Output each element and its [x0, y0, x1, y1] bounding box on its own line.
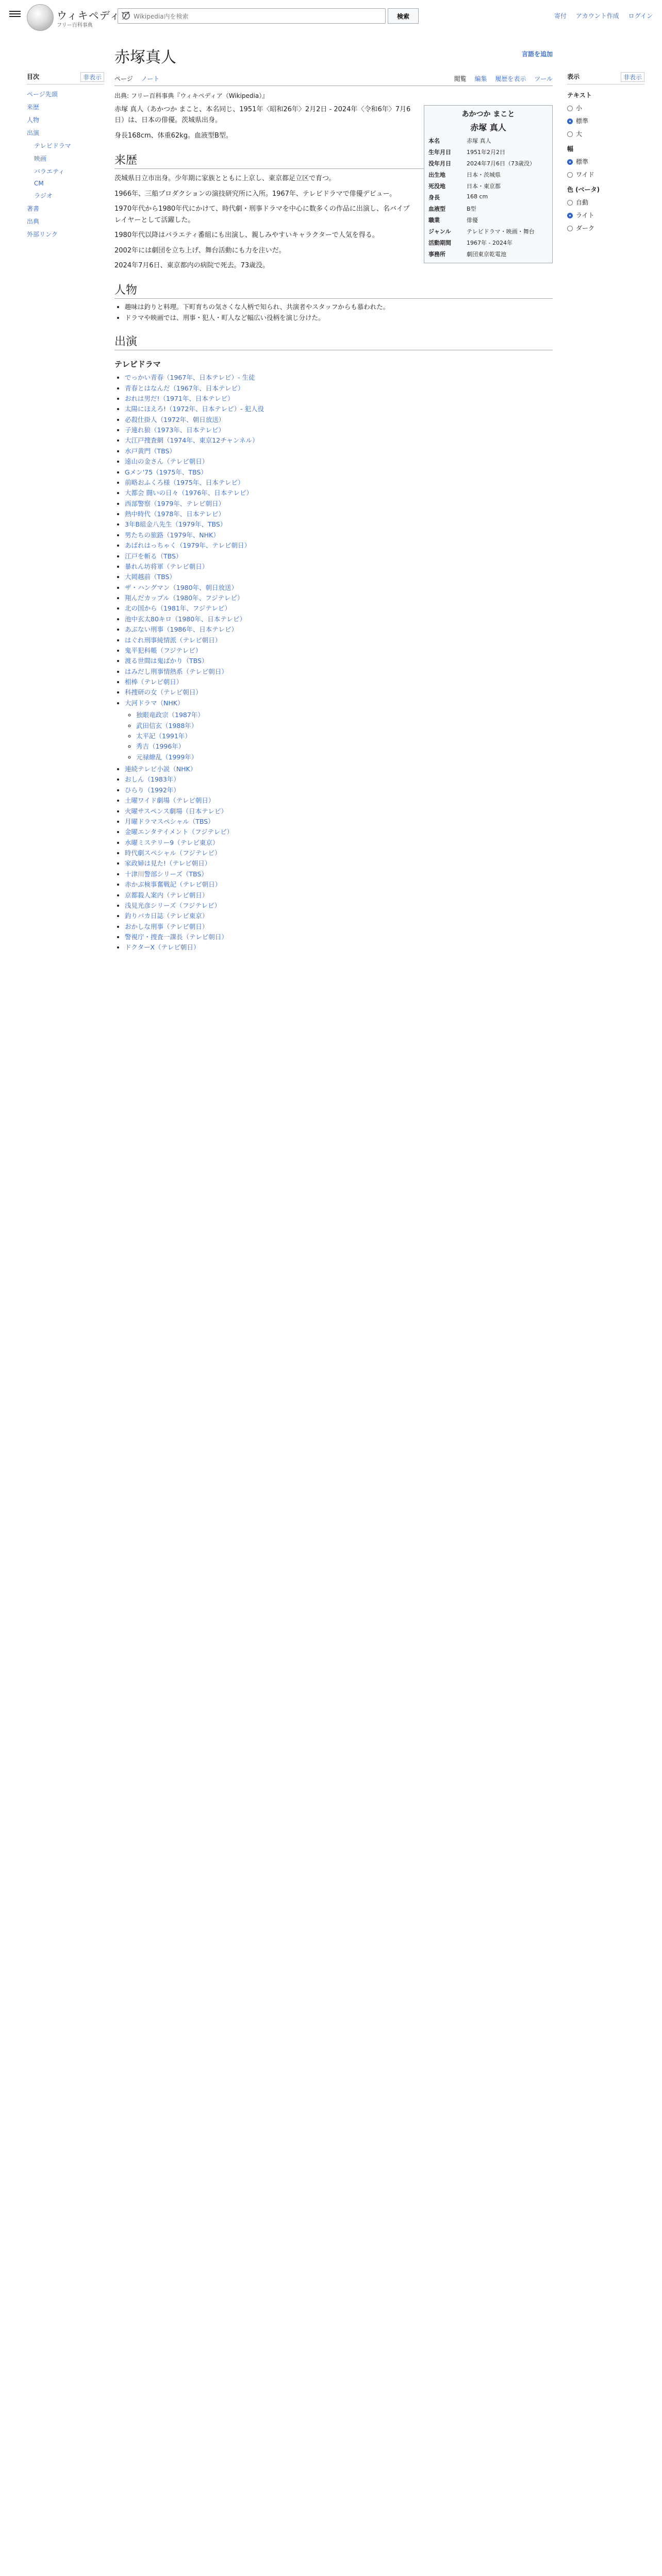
drama-link[interactable]: 大岡越前（TBS）: [125, 573, 176, 581]
appearance-title-text: 表示: [567, 73, 580, 80]
drama-item: [125, 687, 553, 697]
drama-item: [125, 372, 553, 382]
list-item: • ドラマや映画では、刑事・犯人・町人など幅広い役柄を演じ分けた。: [125, 313, 553, 323]
infobox-row: [427, 169, 549, 180]
toc-item[interactable]: 人物: [27, 116, 40, 124]
drama-item: [125, 911, 553, 921]
color-option-label: ライト: [576, 212, 594, 219]
donate-link[interactable]: 寄付: [554, 12, 567, 20]
drama-item: [125, 858, 553, 868]
drama-link[interactable]: 西部警察（1979年、テレビ朝日）: [125, 499, 225, 507]
infobox-row: [427, 237, 549, 248]
toc-title: [27, 72, 104, 84]
drama-subitem: [136, 752, 553, 762]
drama-link[interactable]: 釣りバカ日誌（テレビ東京）: [125, 912, 209, 920]
search-button[interactable]: 検索: [388, 8, 419, 24]
drama-link[interactable]: 赤かぶ検事奮戦記（テレビ朝日）: [125, 880, 222, 889]
drama-link[interactable]: おれは男だ!（1971年、日本テレビ）: [125, 394, 234, 402]
drama-link[interactable]: 池中玄太80キロ（1980年、日本テレビ）: [125, 615, 246, 623]
drama-item: [125, 879, 553, 889]
drama-link[interactable]: 鬼平犯科帳（フジテレビ）: [125, 646, 202, 654]
drama-link[interactable]: 秀吉（1996年）: [136, 742, 185, 751]
toc-item[interactable]: 映画: [34, 155, 47, 162]
drama-item: [125, 425, 553, 435]
drama-item: [125, 785, 553, 795]
toc-list: [27, 90, 104, 239]
color-option[interactable]: [567, 211, 644, 219]
drama-sublist: [125, 710, 553, 762]
drama-link[interactable]: 暴れん坊将軍（テレビ朝日）: [125, 562, 209, 570]
drama-link[interactable]: 大江戸捜査網（1974年、東京12チャンネル）: [125, 436, 259, 445]
drama-item: [125, 932, 553, 942]
drama-item: [125, 572, 553, 582]
main-menu-icon[interactable]: [9, 9, 21, 19]
drama-item: [125, 848, 553, 858]
drama-item: [125, 774, 553, 784]
tab-edit[interactable]: 編集: [474, 75, 487, 82]
user-links: [547, 11, 653, 20]
appearance-hide-button[interactable]: 非表示: [621, 72, 644, 82]
drama-link[interactable]: 必殺仕掛人（1972年、朝日放送）: [125, 415, 225, 423]
width-option-label: 標準: [576, 158, 589, 165]
text-size-options: [567, 104, 644, 138]
drama-item: [125, 435, 553, 445]
infobox-value: 2024年7月6日（73歳没）: [467, 160, 535, 167]
wikipedia-logo-icon[interactable]: [27, 4, 54, 31]
toc-item[interactable]: 出演: [27, 129, 40, 137]
infobox-value: 赤塚 真人: [467, 138, 491, 144]
toc-item[interactable]: ラジオ: [34, 192, 53, 199]
drama-link[interactable]: 前略おふくろ様（1975年、日本テレビ）: [125, 478, 244, 486]
drama-item: [125, 499, 553, 509]
drama-item: [125, 404, 553, 414]
infobox-value: 日本・茨城県: [467, 172, 501, 178]
search-icon: [122, 12, 130, 20]
tab-history[interactable]: 履歴を表示: [495, 75, 526, 82]
text-size-option[interactable]: [567, 116, 644, 125]
drama-link[interactable]: 水曜ミステリー9（テレビ東京）: [125, 838, 219, 846]
color-option[interactable]: [567, 224, 644, 232]
drama-item: [125, 614, 553, 624]
infobox-key: 死没地: [428, 183, 445, 190]
drama-link[interactable]: はみだし刑事情熱系（テレビ朝日）: [125, 667, 228, 675]
radio-icon[interactable]: [567, 213, 573, 218]
create-account-link[interactable]: アカウント作成: [575, 12, 619, 20]
width-label: 幅: [567, 145, 574, 152]
radio-icon[interactable]: [567, 200, 573, 206]
drama-link[interactable]: 連続テレビ小説（NHK）: [125, 765, 197, 773]
infobox-value: 日本・東京都: [467, 183, 501, 190]
infobox-value: 俳優: [467, 217, 478, 224]
drama-item: [125, 817, 553, 826]
infobox-value: テレビドラマ・映画・舞台: [467, 228, 535, 235]
drama-link[interactable]: 太陽にほえろ!（1972年、日本テレビ）- 犯人役: [125, 405, 264, 413]
drama-link[interactable]: 大都会 闘いの日々（1976年、日本テレビ）: [125, 489, 253, 497]
drama-item: [125, 562, 553, 571]
drama-list: [114, 372, 553, 953]
drama-link[interactable]: 3年B組金八先生（1979年、TBS）: [125, 520, 227, 529]
infobox-key: 活動期間: [428, 240, 451, 246]
section-heading-person: 人物: [114, 281, 553, 299]
paragraph: 2024年7月6日、東京都内の病院で死去。73歳没。: [114, 261, 270, 269]
color-option-label: ダーク: [576, 225, 595, 232]
tab-read[interactable]: 閲覧: [454, 75, 467, 82]
drama-link[interactable]: あばれはっちゃく（1979年、テレビ朝日）: [125, 541, 251, 550]
appearance-title: [567, 72, 644, 84]
section-heading-appearances: 出演: [114, 333, 553, 350]
color-option[interactable]: [567, 198, 644, 207]
drama-link[interactable]: 金曜エンタテイメント（フジテレビ）: [125, 828, 234, 836]
drama-item: [125, 764, 553, 774]
drama-item: [125, 509, 553, 519]
drama-item: [125, 656, 553, 666]
drama-item: [125, 383, 553, 393]
radio-icon[interactable]: [567, 106, 573, 111]
infobox-row: [427, 226, 549, 237]
infobox-row: [427, 214, 549, 226]
infobox-key: ジャンル: [428, 228, 451, 235]
drama-item: [125, 698, 553, 762]
section-heading-dramas: テレビドラマ: [114, 360, 161, 369]
drama-link[interactable]: 警視庁・捜査一課長（テレビ朝日）: [125, 933, 228, 941]
infobox: [424, 105, 553, 263]
toc-item[interactable]: 出典: [27, 218, 40, 225]
toc-item[interactable]: CM: [34, 180, 44, 187]
person-list: [114, 302, 553, 323]
drama-link[interactable]: 火曜サスペンス劇場（日本テレビ）: [125, 807, 227, 815]
color-options: [567, 198, 644, 232]
infobox-table: [427, 135, 549, 260]
infobox-key: 血液型: [428, 206, 445, 212]
drama-item: [125, 667, 553, 676]
infobox-row: [427, 203, 549, 214]
paragraph: 1980年代以降はバラエティ番組にも出演し、親しみやすいキャラクターで人気を得る。: [114, 231, 379, 240]
drama-item: [125, 519, 553, 529]
infobox-key: 本名: [428, 138, 440, 144]
width-options: [567, 157, 644, 179]
toc-item[interactable]: ページ先頭: [27, 91, 58, 98]
infobox-key: 没年月日: [428, 160, 451, 167]
drama-link[interactable]: 科捜研の女（テレビ朝日）: [125, 688, 202, 697]
section-heading-history: 来歴: [114, 151, 553, 169]
header: [0, 0, 662, 33]
drama-link[interactable]: 土曜ワイド劇場（テレビ朝日）: [125, 796, 215, 805]
color-label: 色 (ベータ): [567, 186, 600, 193]
drama-link[interactable]: 浅見光彦シリーズ（フジテレビ）: [125, 901, 221, 909]
drama-link[interactable]: ドクターX（テレビ朝日）: [125, 943, 200, 952]
drama-item: [125, 838, 553, 848]
drama-link[interactable]: あぶない刑事（1986年、日本テレビ）: [125, 625, 238, 634]
tab-tools[interactable]: ツール: [534, 75, 553, 82]
drama-link[interactable]: 青春とはなんだ（1967年、日本テレビ）: [125, 384, 244, 392]
drama-item: [125, 901, 553, 910]
drama-link[interactable]: 独眼竜政宗（1987年）: [136, 711, 204, 719]
drama-link[interactable]: 男たちの旅路（1979年、NHK）: [125, 531, 220, 539]
paragraph: 1970年代から1980年代にかけて、時代劇・刑事ドラマを中心に数多くの作品に出演し、名バイプレイヤーとして活躍した。: [114, 205, 410, 224]
toc-item[interactable]: 著書: [27, 205, 40, 212]
drama-item: [125, 635, 553, 645]
drama-item: [125, 394, 553, 403]
infobox-value: B型: [467, 206, 476, 212]
drama-item: [125, 942, 553, 952]
drama-item: [125, 922, 553, 931]
search-box[interactable]: [118, 8, 386, 24]
drama-item: [125, 446, 553, 456]
paragraph: 身長168cm、体重62kg。血液型B型。: [114, 131, 233, 140]
drama-item: [125, 488, 553, 498]
page-tabs: [114, 70, 553, 86]
drama-item: [125, 540, 553, 550]
paragraph: 茨城県日立市出身。少年期に家族とともに上京し、東京都足立区で育つ。: [114, 175, 336, 183]
drama-item: [125, 603, 553, 613]
infobox-key: 身長: [428, 194, 440, 201]
drama-link[interactable]: 熱中時代（1978年、日本テレビ）: [125, 510, 225, 518]
drama-item: [125, 415, 553, 425]
drama-link[interactable]: ザ・ハングマン（1980年、朝日放送）: [125, 583, 238, 591]
toc-title-text: 目次: [27, 73, 40, 80]
toc-sidebar: [27, 72, 104, 243]
drama-link[interactable]: 大河ドラマ（NHK）: [125, 699, 184, 707]
drama-item: [125, 478, 553, 487]
drama-link[interactable]: おかしな刑事（テレビ朝日）: [125, 922, 209, 930]
infobox-value: 1967年 - 2024年: [467, 240, 512, 246]
drama-item: [125, 827, 553, 837]
drama-item: [125, 593, 553, 603]
infobox-row: [427, 158, 549, 169]
width-option-label: ワイド: [576, 171, 594, 178]
text-size-option-label: 小: [576, 105, 583, 112]
radio-icon[interactable]: [567, 172, 573, 178]
paragraph: 1966年、三船プロダクションの演技研究所に入所。1967年、テレビドラマで俳優デビュー。: [114, 190, 396, 198]
toc-hide-button[interactable]: 非表示: [80, 72, 104, 82]
drama-link[interactable]: でっかい青春（1967年、日本テレビ）- 生徒: [125, 374, 255, 382]
drama-subitem: [136, 731, 553, 741]
text-size-option[interactable]: [567, 129, 644, 138]
drama-item: [125, 869, 553, 879]
drama-link[interactable]: 太平記（1991年）: [136, 732, 191, 740]
add-languages-button[interactable]: 言語を追加: [521, 50, 553, 58]
appearance-panel: [567, 72, 644, 236]
radio-icon[interactable]: [567, 131, 573, 137]
toc-item[interactable]: バラエティ: [34, 168, 65, 175]
radio-icon[interactable]: [567, 226, 573, 231]
paragraph: 赤塚 真人（あかつか まこと、本名同じ、1951年〈昭和26年〉2月2日 - 2024年〈令和6年〉7月6日）は、日本の俳優。茨城県出身。: [114, 106, 411, 125]
drama-link[interactable]: 京都殺人案内（テレビ朝日）: [125, 891, 209, 899]
drama-link[interactable]: 元禄繚乱（1999年）: [136, 753, 198, 761]
site-subtitle: フリー百科事典: [57, 23, 93, 28]
drama-item: [125, 795, 553, 805]
drama-item: [125, 551, 553, 561]
drama-link[interactable]: 渡る世間は鬼ばかり（TBS）: [125, 657, 208, 665]
login-link[interactable]: ログイン: [628, 12, 653, 20]
paragraph: 2002年には劇団を立ち上げ、舞台活動にも力を注いだ。: [114, 246, 286, 255]
drama-link[interactable]: 月曜ドラマスペシャル（TBS）: [125, 817, 214, 825]
radio-icon[interactable]: [567, 118, 573, 124]
search-input[interactable]: [133, 11, 330, 22]
drama-item: [125, 467, 553, 477]
width-option[interactable]: [567, 157, 644, 166]
main-content: [114, 33, 553, 955]
drama-item: [125, 456, 553, 466]
drama-link[interactable]: はぐれ刑事純情派（テレビ朝日）: [125, 636, 222, 644]
infobox-value: 1951年2月2日: [467, 149, 505, 156]
drama-link[interactable]: Gメン'75（1975年、TBS）: [125, 468, 207, 476]
drama-subitem: [136, 721, 553, 731]
radio-icon[interactable]: [567, 159, 573, 165]
drama-item: [125, 890, 553, 900]
toc-item[interactable]: 外部リンク: [27, 231, 58, 238]
drama-link[interactable]: 相棒（テレビ朝日）: [125, 678, 183, 686]
text-size-option-label: 標準: [576, 117, 589, 125]
infobox-row: [427, 248, 549, 260]
infobox-row: [427, 146, 549, 158]
drama-link[interactable]: おしん（1983年）: [125, 775, 180, 784]
drama-item: [125, 624, 553, 634]
text-size-option[interactable]: [567, 104, 644, 112]
drama-subitem: [136, 741, 553, 751]
infobox-name: 赤塚 真人: [470, 123, 506, 132]
drama-link[interactable]: 水戸黄門（TBS）: [125, 447, 176, 455]
infobox-value: 劇団東京乾電池: [467, 251, 506, 258]
drama-link[interactable]: ひらり（1992年）: [125, 786, 180, 794]
from-line: 出典: フリー百科事典『ウィキペディア（Wikipedia）』: [114, 92, 269, 99]
infobox-row: [427, 135, 549, 146]
text-size-label: テキスト: [567, 92, 592, 99]
page-title: 赤塚真人: [114, 49, 176, 66]
drama-link[interactable]: 江戸を斬る（TBS）: [125, 552, 183, 560]
infobox-title: あかつか まこと: [461, 110, 515, 118]
drama-item: [125, 530, 553, 540]
infobox-value: 168 cm: [467, 193, 488, 200]
text-size-option-label: 大: [576, 130, 583, 138]
width-option[interactable]: [567, 170, 644, 179]
tab-talk[interactable]: ノート: [141, 75, 160, 82]
list-item: • 趣味は釣りと料理。下町育ちの気さくな人柄で知られ、共演者やスタッフからも慕われた。: [125, 302, 553, 312]
drama-link[interactable]: 武田信玄（1988年）: [136, 721, 198, 730]
infobox-key: 事務所: [428, 251, 445, 258]
color-option-label: 自動: [576, 199, 589, 206]
infobox-row: [427, 180, 549, 192]
drama-subitem: [136, 710, 553, 720]
drama-link[interactable]: 子連れ狼（1973年、日本テレビ）: [125, 426, 225, 434]
infobox-key: 職業: [428, 217, 440, 224]
tab-article[interactable]: ページ: [114, 75, 133, 82]
drama-link[interactable]: 家政婦は見た!（テレビ朝日）: [125, 859, 211, 868]
drama-link[interactable]: 時代劇スペシャル（フジテレビ）: [125, 849, 221, 857]
drama-item: [125, 677, 553, 687]
toc-item[interactable]: テレビドラマ: [34, 142, 71, 149]
drama-link[interactable]: 十津川警部シリーズ（TBS）: [125, 870, 208, 878]
drama-item: [125, 583, 553, 592]
drama-item: [125, 806, 553, 816]
drama-item: [125, 646, 553, 655]
drama-link[interactable]: 北の国から（1981年、フジテレビ）: [125, 604, 231, 613]
infobox-key: 出生地: [428, 172, 445, 178]
drama-link[interactable]: 翔んだカップル（1980年、フジテレビ）: [125, 594, 244, 602]
infobox-key: 生年月日: [428, 149, 451, 156]
site-title[interactable]: ウィキペディア: [57, 9, 131, 22]
infobox-row: [427, 192, 549, 203]
toc-item[interactable]: 来歴: [27, 104, 40, 111]
drama-link[interactable]: 遠山の金さん（テレビ朝日）: [125, 457, 209, 466]
